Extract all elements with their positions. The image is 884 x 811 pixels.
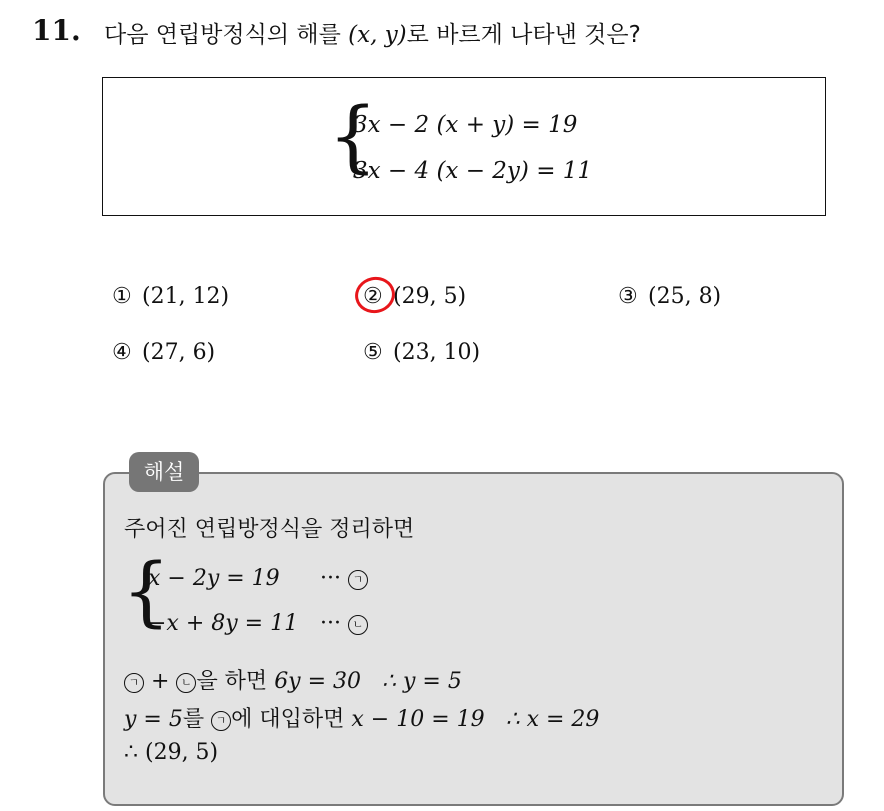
solution-eq1: x − 2y = 19 <box>148 566 280 591</box>
solution-intro: 주어진 연립방정식을 정리하면 <box>124 517 415 542</box>
question-text <box>104 16 641 49</box>
solution-tag: 해설 <box>129 452 199 492</box>
label-b-icon: ㄴ <box>348 615 368 635</box>
solution-brace: { <box>122 546 171 635</box>
solution-answer: ∴ (29, 5) <box>124 740 219 765</box>
choice-3[interactable]: ③ (25, 8) <box>618 284 722 309</box>
choice-1[interactable]: ① (21, 12) <box>112 284 230 309</box>
label-a-icon: ㄱ <box>211 711 231 731</box>
label-a-icon: ㄱ <box>124 673 144 693</box>
solution-eq1-row <box>148 566 364 591</box>
system-equation-1: 3x − 2 (x + y) = 19 <box>353 112 578 138</box>
question-math: (x, y) <box>348 22 407 48</box>
solution-eq2-ref: ··· ㄴ <box>320 611 368 636</box>
answer-circle-mark <box>352 273 399 317</box>
solution-line3: ㄱ + ㄴ 을 하면 6y = 30 ∴ y = 5 <box>124 664 462 695</box>
question-text-after: 로 바르게 나타낸 것은? <box>406 22 641 48</box>
solution-eq1-ref: ··· ㄱ <box>320 566 368 591</box>
system-equation-2: 3x − 4 (x − 2y) = 11 <box>353 158 593 184</box>
choice-2[interactable]: ② (29, 5) <box>363 284 467 309</box>
choice-5[interactable]: ⑤ (23, 10) <box>363 340 481 365</box>
solution-eq2: −x + 8y = 11 <box>148 611 299 636</box>
label-a-icon: ㄱ <box>348 570 368 590</box>
question-number: 11. <box>32 14 81 47</box>
solution-eq2-row <box>148 611 364 636</box>
solution-line4: y = 5를 ㄱ 에 대입하면 x − 10 = 19 ∴ x = 29 <box>124 707 600 732</box>
choice-4[interactable]: ④ (27, 6) <box>112 340 216 365</box>
label-b-icon: ㄴ <box>176 673 196 693</box>
equation-box <box>102 77 826 216</box>
question-text-before: 다음 연립방정식의 해를 <box>104 22 341 48</box>
system-brace: { <box>328 92 378 182</box>
